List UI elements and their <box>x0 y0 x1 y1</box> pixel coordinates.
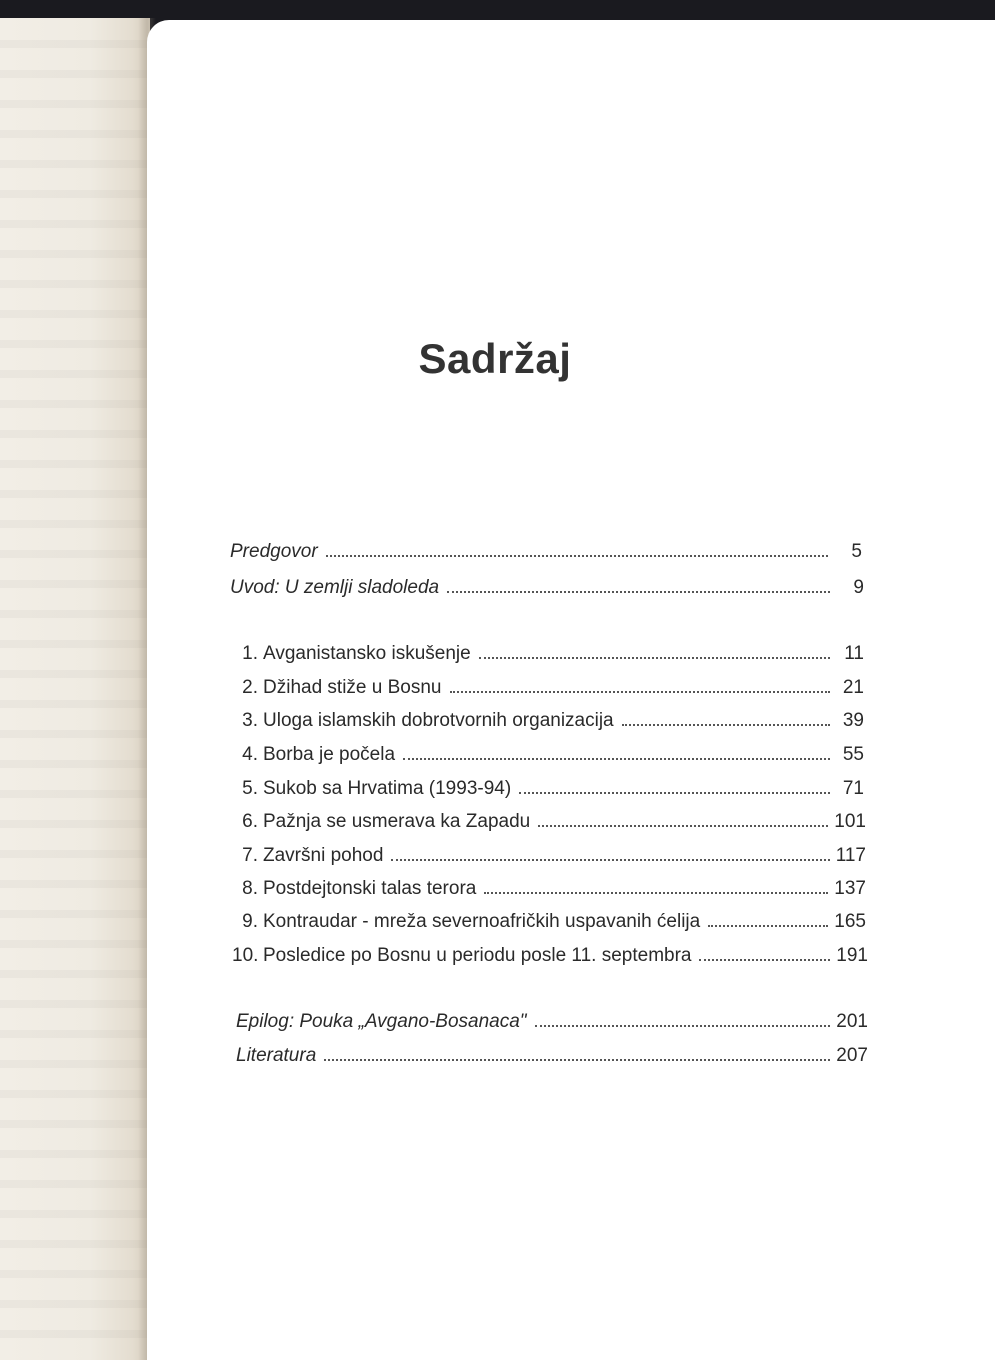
toc-label: Pažnja se usmerava ka Zapadu <box>263 811 531 832</box>
toc-page-number: 165 <box>834 911 866 932</box>
toc-label: Predgovor <box>230 541 318 562</box>
toc-label: Džihad stiže u Bosnu <box>263 677 442 698</box>
toc-entry-chapter-4 <box>232 744 864 766</box>
toc-entry-epilog <box>236 1011 868 1033</box>
toc-page-number: 55 <box>842 744 864 765</box>
toc-entry-chapter-9 <box>232 911 866 933</box>
toc-label: Završni pohod <box>263 845 384 866</box>
dot-leader <box>708 924 828 927</box>
toc-label: Epilog: Pouka „Avgano-Bosanaca" <box>236 1011 527 1032</box>
toc-page-number: 5 <box>851 541 862 562</box>
dot-leader <box>538 824 828 827</box>
dot-leader <box>535 1024 831 1027</box>
toc-page-number: 137 <box>834 878 866 899</box>
toc-label: Uvod: U zemlji sladoleda <box>230 577 440 598</box>
toc-page-number: 117 <box>835 845 866 866</box>
toc-page-number: 191 <box>836 945 868 966</box>
toc-page-number: 71 <box>842 778 864 799</box>
toc-entry-chapter-7 <box>232 845 866 867</box>
dot-leader <box>479 656 830 659</box>
chapter-number: 1. <box>242 643 258 664</box>
toc-entry-chapter-8 <box>232 878 866 900</box>
chapter-number: 7. <box>242 845 258 866</box>
dot-leader <box>484 891 828 894</box>
dot-leader <box>447 590 830 593</box>
chapter-number: 8. <box>242 878 258 899</box>
toc-entry-literatura <box>236 1045 868 1067</box>
toc-page-number: 101 <box>834 811 866 832</box>
toc-label: Sukob sa Hrvatima (1993-94) <box>263 778 512 799</box>
dot-leader <box>519 791 830 794</box>
toc-label: Avganistansko iskušenje <box>263 643 471 664</box>
toc-label: Postdejtonski talas terora <box>263 878 477 899</box>
toc-page-number: 201 <box>836 1011 868 1032</box>
chapter-number: 5. <box>242 778 258 799</box>
dot-leader <box>326 554 828 557</box>
dot-leader <box>450 690 831 693</box>
dot-leader <box>324 1058 830 1061</box>
toc-entry-chapter-1 <box>232 643 864 665</box>
dot-leader <box>699 958 830 961</box>
chapter-number: 6. <box>242 811 258 832</box>
chapter-number: 4. <box>242 744 258 765</box>
toc-page-number: 21 <box>842 677 864 698</box>
toc-label: Uloga islamskih dobrotvornih organizacija <box>263 710 614 731</box>
toc-entry-chapter-10 <box>232 945 868 967</box>
bleed-through-text <box>0 18 150 1360</box>
chapter-number: 3. <box>242 710 258 731</box>
toc-page-number: 207 <box>836 1045 868 1066</box>
toc-entry-chapter-2 <box>232 677 864 699</box>
toc-entry-chapter-6 <box>232 811 866 833</box>
toc-entry-predgovor <box>230 541 862 563</box>
chapter-number: 9. <box>242 911 258 932</box>
toc-label: Kontraudar - mreža severnoafričkih uspavanih ćelija <box>263 911 701 932</box>
dot-leader <box>391 858 829 861</box>
toc-page-number: 9 <box>853 577 864 598</box>
toc-page-number: 39 <box>842 710 864 731</box>
dot-leader <box>622 723 830 726</box>
page-title: Sadržaj <box>418 335 572 382</box>
chapter-number: 10. <box>232 945 259 966</box>
toc-entry-chapter-3 <box>232 710 864 732</box>
toc-entry-chapter-5 <box>232 778 864 800</box>
chapter-number: 2. <box>242 677 258 698</box>
toc-label: Literatura <box>236 1045 317 1066</box>
toc-entry-uvod <box>230 577 864 599</box>
left-page <box>0 18 150 1360</box>
toc-label: Borba je počela <box>263 744 396 765</box>
dot-leader <box>403 757 830 760</box>
toc-page-number: 11 <box>844 643 864 664</box>
toc-label: Posledice po Bosnu u periodu posle 11. septembra <box>263 945 692 966</box>
